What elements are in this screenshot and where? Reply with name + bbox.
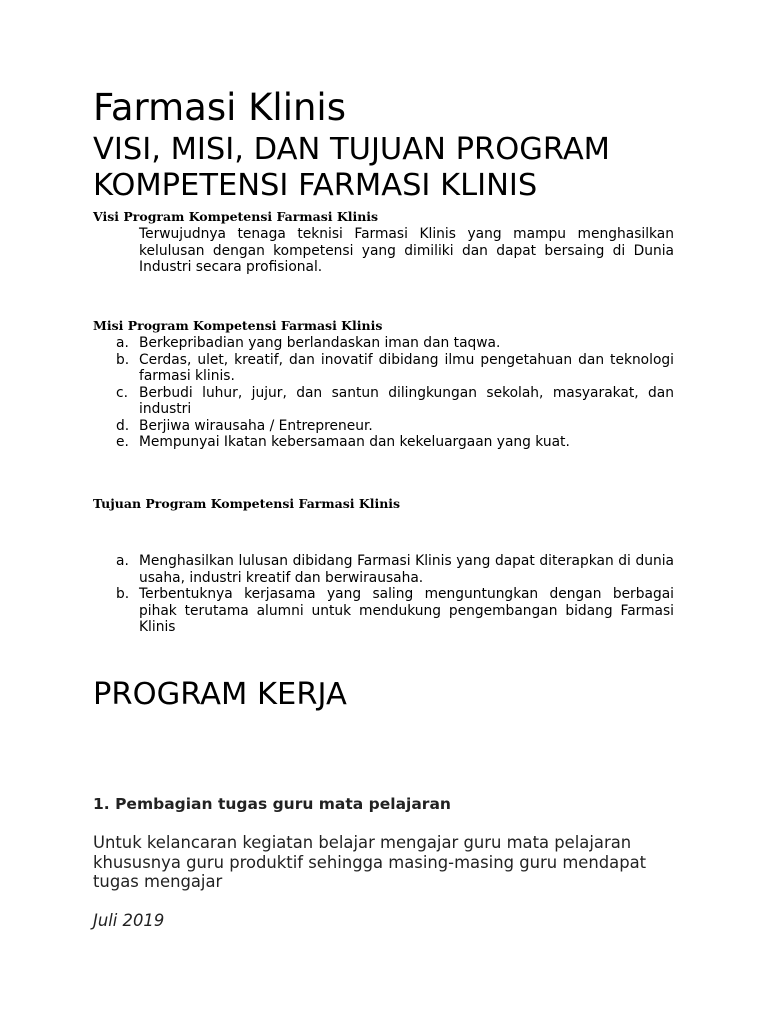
- list-item-text: Mempunyai Ikatan kebersamaan dan kekeluargaan yang kuat.: [139, 434, 570, 450]
- list-item: [116, 385, 674, 418]
- list-marker: d.: [116, 417, 130, 434]
- list-marker: c.: [116, 384, 128, 401]
- section-heading: 1. Pembagian tugas guru mata pelajaran: [93, 795, 451, 813]
- list-item-text: Terbentuknya kerjasama yang saling menguntungkan dengan berbagai pihak terutama alumni untuk mendukung pengembangan bidang Farmasi Klinis: [139, 586, 674, 635]
- list-item: [116, 335, 674, 352]
- tujuan-heading: Tujuan Program Kompetensi Farmasi Klinis: [93, 496, 401, 511]
- list-item: [116, 586, 674, 636]
- list-marker: b.: [116, 586, 130, 602]
- program-kerja-heading: PROGRAM KERJA: [93, 677, 347, 712]
- date-text: Juli 2019: [93, 911, 165, 930]
- list-item-text: Menghasilkan lulusan dibidang Farmasi Klinis yang dapat diterapkan di dunia usaha, industri kreatif dan berwirausaha.: [139, 553, 674, 586]
- list-marker: a.: [116, 335, 129, 351]
- list-marker: b.: [116, 351, 130, 368]
- list-item: [116, 352, 674, 385]
- list-item-text: Berkepribadian yang berlandaskan iman dan taqwa.: [139, 335, 501, 351]
- list-item-text: Berbudi luhur, jujur, dan santun dilingkungan sekolah, masyarakat, dan industri: [139, 384, 674, 417]
- list-item-text: Berjiwa wirausaha / Entrepreneur.: [139, 417, 373, 434]
- list-item: [116, 434, 674, 451]
- page-subtitle: VISI, MISI, DAN TUJUAN PROGRAM KOMPETENSI FARMASI KLINIS: [93, 132, 610, 203]
- misi-list: [116, 335, 674, 451]
- list-item: [116, 553, 674, 586]
- list-marker: e.: [116, 434, 129, 450]
- list-marker: a.: [116, 553, 129, 569]
- section-body-text: Untuk kelancaran kegiatan belajar mengajar guru mata pelajaran khususnya guru produktif sehingga masing-masing guru mendapat tugas mengajar: [93, 833, 647, 891]
- tujuan-list: [116, 553, 674, 636]
- list-item: [116, 418, 674, 435]
- list-item-text: Cerdas, ulet, kreatif, dan inovatif dibidang ilmu pengetahuan dan teknologi farmasi klinis.: [139, 351, 674, 384]
- visi-text: Terwujudnya tenaga teknisi Farmasi Klinis yang mampu menghasilkan kelulusan dengan kompetensi yang dimiliki dan dapat bersaing di Dunia Industri secara profisional.: [139, 226, 674, 275]
- misi-heading: Misi Program Kompetensi Farmasi Klinis: [93, 318, 383, 333]
- visi-heading: Visi Program Kompetensi Farmasi Klinis: [93, 209, 379, 224]
- page-title: Farmasi Klinis: [93, 86, 346, 129]
